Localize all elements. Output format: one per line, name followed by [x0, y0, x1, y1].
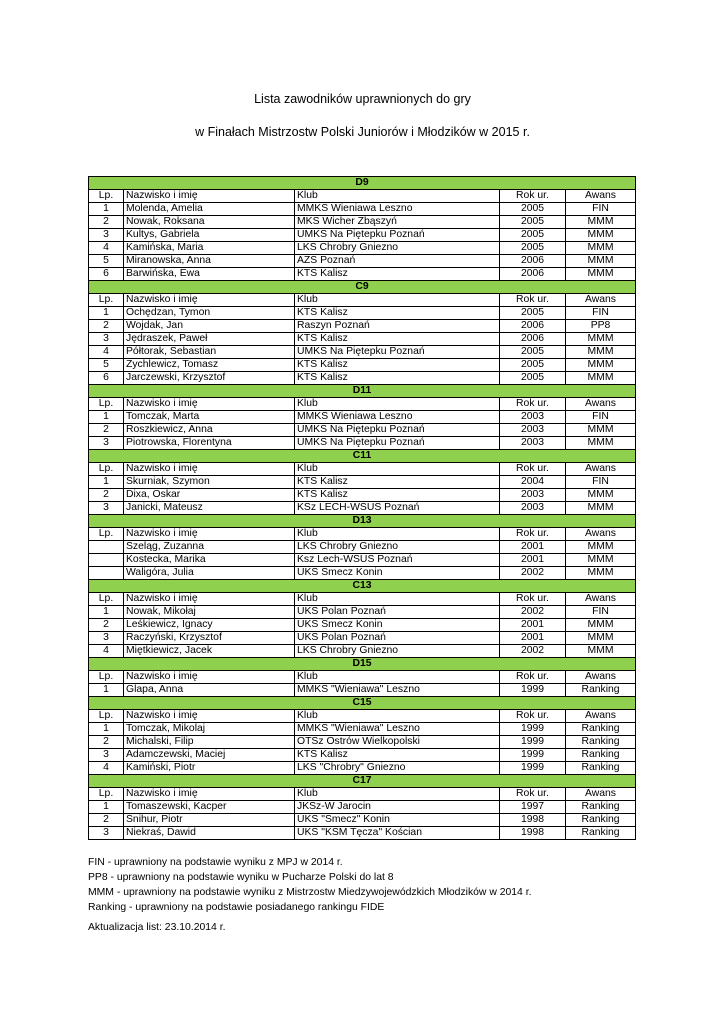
header-lp: Lp. [89, 294, 124, 307]
cell-year: 1999 [500, 684, 566, 697]
cell-lp: 2 [89, 216, 124, 229]
header-award: Awans [566, 788, 636, 801]
header-award: Awans [566, 593, 636, 606]
cell-club: KTS Kalisz [295, 476, 500, 489]
cell-name: Roszkiewicz, Anna [124, 424, 295, 437]
category-row [89, 515, 636, 528]
table-row [89, 359, 636, 372]
cell-name: Leśkiewicz, Ignacy [124, 619, 295, 632]
header-year: Rok ur. [500, 593, 566, 606]
cell-lp: 1 [89, 684, 124, 697]
cell-year: 2003 [500, 411, 566, 424]
cell-award: MMM [566, 437, 636, 450]
cell-year: 1999 [500, 749, 566, 762]
table-row [89, 255, 636, 268]
header-name: Nazwisko i imię [124, 528, 295, 541]
cell-lp: 2 [89, 619, 124, 632]
cell-year: 2004 [500, 476, 566, 489]
table-row [89, 567, 636, 580]
header-year: Rok ur. [500, 294, 566, 307]
cell-award: MMM [566, 229, 636, 242]
table-row [89, 489, 636, 502]
players-table-body [89, 177, 636, 840]
category-name: C15 [89, 697, 636, 710]
cell-name: Piotrowska, Florentyna [124, 437, 295, 450]
cell-lp: 2 [89, 814, 124, 827]
cell-lp: 3 [89, 749, 124, 762]
cell-club: UMKS Na Piętерku Poznań [295, 437, 500, 450]
cell-year: 1997 [500, 801, 566, 814]
cell-year: 2005 [500, 372, 566, 385]
cell-name: Kostecka, Marika [124, 554, 295, 567]
category-name: C13 [89, 580, 636, 593]
cell-lp: 2 [89, 320, 124, 333]
note-fin: FIN - uprawniony na podstawie wyniku z MPJ w 2014 r. [88, 857, 343, 868]
table-row [89, 814, 636, 827]
header-year: Rok ur. [500, 788, 566, 801]
cell-lp: 1 [89, 723, 124, 736]
header-club: Klub [295, 463, 500, 476]
header-award: Awans [566, 463, 636, 476]
cell-club: Ksz Lech-WSUS Poznań [295, 554, 500, 567]
header-club: Klub [295, 294, 500, 307]
cell-award: Ranking [566, 814, 636, 827]
cell-club: KSz LECH-WSUS Poznań [295, 502, 500, 515]
category-row [89, 177, 636, 190]
cell-lp: 1 [89, 203, 124, 216]
header-row [89, 788, 636, 801]
cell-name: Żychlewicz, Tomasz [124, 359, 295, 372]
table-row [89, 476, 636, 489]
cell-year: 2003 [500, 502, 566, 515]
cell-award: PP8 [566, 320, 636, 333]
cell-award: Ranking [566, 749, 636, 762]
cell-lp [89, 541, 124, 554]
header-club: Klub [295, 671, 500, 684]
category-name: D9 [89, 177, 636, 190]
cell-award: MMM [566, 645, 636, 658]
category-name: C11 [89, 450, 636, 463]
cell-lp: 1 [89, 476, 124, 489]
cell-year: 1999 [500, 723, 566, 736]
cell-year: 2003 [500, 424, 566, 437]
cell-award: FIN [566, 203, 636, 216]
table-row [89, 242, 636, 255]
cell-lp: 3 [89, 502, 124, 515]
header-award: Awans [566, 671, 636, 684]
header-name: Nazwisko i imię [124, 710, 295, 723]
cell-name: Kultys, Gabriela [124, 229, 295, 242]
cell-name: Tomczak, Marta [124, 411, 295, 424]
header-lp: Lp. [89, 398, 124, 411]
header-row [89, 528, 636, 541]
table-row [89, 723, 636, 736]
players-table [88, 176, 636, 840]
table-row [89, 346, 636, 359]
cell-award: Ranking [566, 762, 636, 775]
cell-lp: 4 [89, 645, 124, 658]
cell-award: MMM [566, 619, 636, 632]
cell-award: MMM [566, 359, 636, 372]
cell-award: MMM [566, 346, 636, 359]
category-name: D13 [89, 515, 636, 528]
category-name: C17 [89, 775, 636, 788]
header-row [89, 398, 636, 411]
cell-lp: 3 [89, 333, 124, 346]
header-row [89, 190, 636, 203]
header-row [89, 710, 636, 723]
cell-club: UKS Polan Poznań [295, 632, 500, 645]
cell-year: 2005 [500, 229, 566, 242]
cell-lp: 5 [89, 255, 124, 268]
cell-award: MMM [566, 554, 636, 567]
cell-award: FIN [566, 307, 636, 320]
category-row [89, 697, 636, 710]
cell-lp: 1 [89, 801, 124, 814]
cell-lp: 4 [89, 762, 124, 775]
document-subtitle: w Finałach Mistrzostw Polski Juniorów i Młodzików w 2015 r. [195, 125, 530, 139]
document-title: Lista zawodników uprawnionych do gry [254, 92, 471, 106]
header-year: Rok ur. [500, 190, 566, 203]
header-lp: Lp. [89, 528, 124, 541]
cell-lp: 3 [89, 229, 124, 242]
cell-club: LKS Chrobry Gniezno [295, 541, 500, 554]
cell-lp: 6 [89, 268, 124, 281]
header-lp: Lp. [89, 190, 124, 203]
cell-club: JKSz-W Jarocin [295, 801, 500, 814]
header-lp: Lp. [89, 593, 124, 606]
table-row [89, 645, 636, 658]
cell-year: 1998 [500, 827, 566, 840]
cell-year: 2005 [500, 307, 566, 320]
cell-award: MMM [566, 424, 636, 437]
table-row [89, 749, 636, 762]
table-row [89, 203, 636, 216]
cell-award: MMM [566, 541, 636, 554]
header-award: Awans [566, 710, 636, 723]
cell-year: 1999 [500, 762, 566, 775]
cell-club: UMKS Na Piętерku Poznań [295, 346, 500, 359]
cell-name: Półtorak, Sebastian [124, 346, 295, 359]
cell-name: Tomaszewski, Kacper [124, 801, 295, 814]
category-name: C9 [89, 281, 636, 294]
cell-award: Ranking [566, 827, 636, 840]
cell-year: 2005 [500, 203, 566, 216]
cell-club: OTSz Ostrów Wielkopolski [295, 736, 500, 749]
header-name: Nazwisko i imię [124, 294, 295, 307]
note-mmm: MMM - uprawniony na podstawie wyniku z Mistrzostw Miedzywojewódzkich Młodzików w 2014 r. [88, 887, 532, 898]
cell-club: KTS Kalisz [295, 359, 500, 372]
cell-name: Niekraś, Dawid [124, 827, 295, 840]
cell-name: Michalski, Filip [124, 736, 295, 749]
cell-year: 2006 [500, 333, 566, 346]
cell-year: 2001 [500, 541, 566, 554]
table-row [89, 736, 636, 749]
cell-year: 2003 [500, 437, 566, 450]
table-row [89, 632, 636, 645]
category-row [89, 385, 636, 398]
cell-year: 1999 [500, 736, 566, 749]
table-row [89, 307, 636, 320]
table-row [89, 229, 636, 242]
cell-name: Dixa, Oskar [124, 489, 295, 502]
cell-name: Wojdak, Jan [124, 320, 295, 333]
cell-name: Barwińska, Ewa [124, 268, 295, 281]
cell-lp: 3 [89, 437, 124, 450]
header-year: Rok ur. [500, 710, 566, 723]
cell-lp [89, 567, 124, 580]
header-row [89, 294, 636, 307]
header-award: Awans [566, 190, 636, 203]
table-row [89, 606, 636, 619]
header-club: Klub [295, 788, 500, 801]
cell-club: KTS Kalisz [295, 749, 500, 762]
cell-club: Raszyn Poznań [295, 320, 500, 333]
category-row [89, 580, 636, 593]
cell-club: LKS Chrobry Gniezno [295, 242, 500, 255]
cell-award: Ranking [566, 736, 636, 749]
category-row [89, 450, 636, 463]
header-year: Rok ur. [500, 528, 566, 541]
header-lp: Lp. [89, 671, 124, 684]
cell-name: Śnihur, Piotr [124, 814, 295, 827]
header-lp: Lp. [89, 788, 124, 801]
cell-year: 2005 [500, 242, 566, 255]
cell-lp: 1 [89, 606, 124, 619]
category-row [89, 775, 636, 788]
cell-lp: 2 [89, 489, 124, 502]
cell-club: UKS Smecz Konin [295, 619, 500, 632]
cell-club: UKS "Smecz" Konin [295, 814, 500, 827]
cell-name: Waligóra, Julia [124, 567, 295, 580]
cell-award: MMM [566, 632, 636, 645]
table-row [89, 424, 636, 437]
cell-year: 2001 [500, 554, 566, 567]
cell-lp: 1 [89, 411, 124, 424]
cell-award: MMM [566, 242, 636, 255]
cell-club: UKS Polan Poznań [295, 606, 500, 619]
cell-lp: 3 [89, 827, 124, 840]
cell-award: FIN [566, 606, 636, 619]
cell-club: UKS Smecz Konin [295, 567, 500, 580]
header-club: Klub [295, 593, 500, 606]
cell-name: Tomczak, Mikolaj [124, 723, 295, 736]
update-date: Aktualizacja list: 23.10.2014 r. [88, 922, 226, 933]
note-ranking: Ranking - uprawniony na podstawie posiadanego rankingu FIDE [88, 902, 385, 913]
cell-lp: 6 [89, 372, 124, 385]
cell-club: KTS Kalisz [295, 489, 500, 502]
cell-club: KTS Kalisz [295, 333, 500, 346]
category-row [89, 281, 636, 294]
cell-club: LKS Chrobry Gniezno [295, 645, 500, 658]
table-row [89, 372, 636, 385]
header-club: Klub [295, 528, 500, 541]
cell-club: KTS Kalisz [295, 307, 500, 320]
cell-name: Kamińska, Maria [124, 242, 295, 255]
header-name: Nazwisko i imię [124, 190, 295, 203]
cell-award: FIN [566, 411, 636, 424]
cell-year: 2005 [500, 359, 566, 372]
header-lp: Lp. [89, 463, 124, 476]
table-row [89, 502, 636, 515]
header-name: Nazwisko i imię [124, 398, 295, 411]
cell-name: Szeląg, Zuzanna [124, 541, 295, 554]
header-club: Klub [295, 190, 500, 203]
cell-year: 2006 [500, 320, 566, 333]
cell-lp: 3 [89, 632, 124, 645]
cell-year: 2003 [500, 489, 566, 502]
header-year: Rok ur. [500, 671, 566, 684]
cell-award: MMM [566, 268, 636, 281]
cell-award: MMM [566, 489, 636, 502]
table-row [89, 619, 636, 632]
cell-name: Skurniak, Szymon [124, 476, 295, 489]
cell-award: FIN [566, 476, 636, 489]
cell-year: 1998 [500, 814, 566, 827]
table-row [89, 333, 636, 346]
cell-name: Adamczewski, Maciej [124, 749, 295, 762]
cell-lp: 4 [89, 346, 124, 359]
header-row [89, 593, 636, 606]
cell-year: 2005 [500, 346, 566, 359]
header-year: Rok ur. [500, 463, 566, 476]
category-row [89, 658, 636, 671]
cell-club: MMKS "Wieniawa" Leszno [295, 723, 500, 736]
cell-year: 2001 [500, 632, 566, 645]
cell-club: MMKS Wieniawa Leszno [295, 203, 500, 216]
cell-lp: 4 [89, 242, 124, 255]
cell-lp: 2 [89, 736, 124, 749]
table-row [89, 437, 636, 450]
table-row [89, 827, 636, 840]
cell-award: Ranking [566, 684, 636, 697]
header-award: Awans [566, 398, 636, 411]
cell-club: UKS "KSM Tęcza" Kościan [295, 827, 500, 840]
header-club: Klub [295, 398, 500, 411]
header-year: Rok ur. [500, 398, 566, 411]
cell-lp: 1 [89, 307, 124, 320]
table-row [89, 411, 636, 424]
cell-award: Ranking [566, 723, 636, 736]
cell-award: MMM [566, 216, 636, 229]
cell-name: Nowak, Roksana [124, 216, 295, 229]
table-row [89, 268, 636, 281]
table-row [89, 216, 636, 229]
cell-award: MMM [566, 333, 636, 346]
header-name: Nazwisko i imię [124, 671, 295, 684]
cell-award: Ranking [566, 801, 636, 814]
header-lp: Lp. [89, 710, 124, 723]
category-name: D15 [89, 658, 636, 671]
cell-year: 2006 [500, 268, 566, 281]
cell-name: Miranowska, Anna [124, 255, 295, 268]
cell-club: KTS Kalisz [295, 268, 500, 281]
cell-lp [89, 554, 124, 567]
cell-name: Ochędzan, Tymon [124, 307, 295, 320]
cell-year: 2002 [500, 606, 566, 619]
cell-club: MKS Wicher Zbąszyń [295, 216, 500, 229]
table-row [89, 320, 636, 333]
table-row [89, 554, 636, 567]
cell-name: Glapa, Anna [124, 684, 295, 697]
cell-year: 2001 [500, 619, 566, 632]
cell-club: LKS "Chrobry" Gniezno [295, 762, 500, 775]
note-pp8: PP8 - uprawniony na podstawie wyniku w Pucharze Polski do lat 8 [88, 872, 394, 883]
table-row [89, 541, 636, 554]
cell-club: UMKS Na Piętерku Poznań [295, 229, 500, 242]
cell-year: 2002 [500, 567, 566, 580]
cell-name: Jędraszek, Paweł [124, 333, 295, 346]
cell-club: MMKS Wieniawa Leszno [295, 411, 500, 424]
cell-year: 2005 [500, 216, 566, 229]
cell-award: MMM [566, 372, 636, 385]
cell-club: MMKS "Wieniawa" Leszno [295, 684, 500, 697]
cell-award: MMM [566, 567, 636, 580]
header-row [89, 671, 636, 684]
header-award: Awans [566, 294, 636, 307]
table-row [89, 801, 636, 814]
legend-notes [88, 855, 532, 915]
header-club: Klub [295, 710, 500, 723]
cell-award: MMM [566, 502, 636, 515]
cell-club: KTS Kalisz [295, 372, 500, 385]
cell-name: Nowak, Mikołaj [124, 606, 295, 619]
header-name: Nazwisko i imię [124, 788, 295, 801]
table-row [89, 684, 636, 697]
cell-lp: 5 [89, 359, 124, 372]
cell-award: MMM [566, 255, 636, 268]
cell-name: Jarczewski, Krzysztof [124, 372, 295, 385]
cell-name: Molenda, Amelia [124, 203, 295, 216]
header-row [89, 463, 636, 476]
header-name: Nazwisko i imię [124, 593, 295, 606]
cell-name: Miętkiewicz, Jacek [124, 645, 295, 658]
cell-lp: 2 [89, 424, 124, 437]
category-name: D11 [89, 385, 636, 398]
cell-club: UMKS Na Piętерku Poznań [295, 424, 500, 437]
cell-name: Kamiński, Piotr [124, 762, 295, 775]
cell-club: AZS Poznań [295, 255, 500, 268]
header-name: Nazwisko i imię [124, 463, 295, 476]
cell-year: 2006 [500, 255, 566, 268]
header-award: Awans [566, 528, 636, 541]
table-row [89, 762, 636, 775]
cell-name: Janicki, Mateusz [124, 502, 295, 515]
cell-year: 2002 [500, 645, 566, 658]
cell-name: Raczyński, Krzysztof [124, 632, 295, 645]
